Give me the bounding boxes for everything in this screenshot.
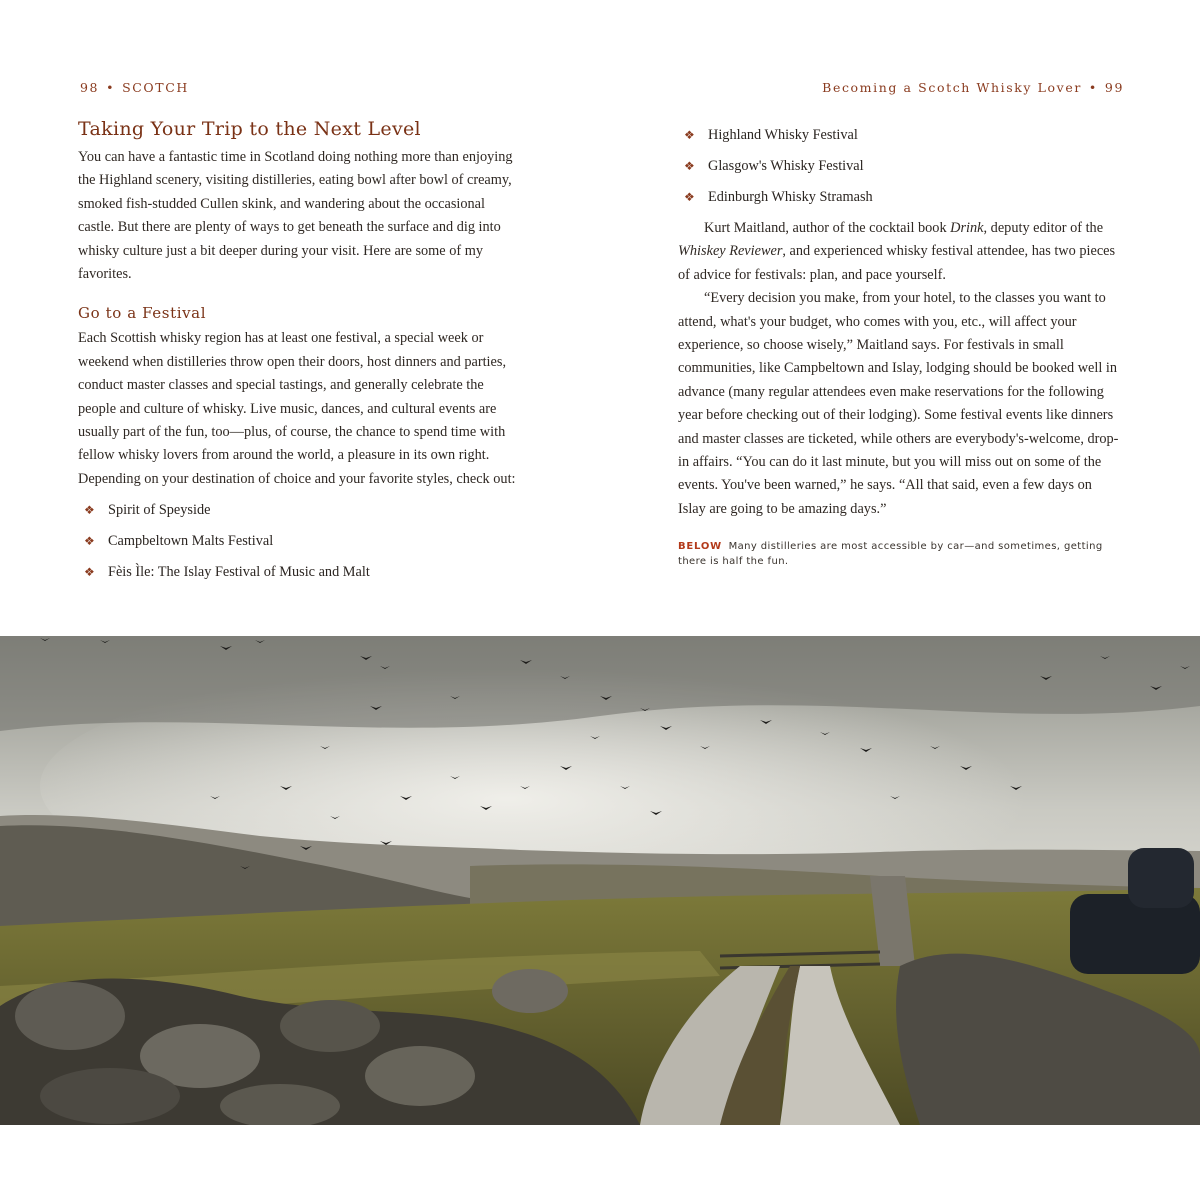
quote-paragraph: “Every decision you make, from your hotel, to the classes you want to attend, what's your budget, who comes with you, etc., will affect your experience, so choose wisely,” Maitland says. For festivals in small communities, like Campbeltown and Islay, lodging should be booked well in advance (many regular attendees even make reservations for the following year before checking out of their lodging). Some festival events like dinners and master classes are ticketed, while others are everybody's-welcome, drop-in affairs. “You can do it last minute, but you will miss out on some of the events. You've been warned,” he says. “All that said, even a few days on Islay are going to be amazing days.” <box>678 290 1119 517</box>
caption-text: Many distilleries are most accessible by car—and sometimes, getting there is half the fun. <box>678 541 1103 568</box>
festival-name: Fèis Ìle: The Islay Festival of Music and Malt <box>108 564 370 581</box>
list-item <box>678 124 1122 147</box>
rock <box>365 1046 475 1106</box>
advice-paragraph <box>678 217 1122 287</box>
list-item <box>78 530 518 553</box>
publication-title: Whiskey Reviewer <box>678 243 783 260</box>
diamond-bullet-icon: ❖ <box>684 190 695 204</box>
list-item <box>678 155 1122 178</box>
chapter-title: Becoming a Scotch Whisky Lover <box>822 80 1082 95</box>
advice-text: , deputy editor of the <box>983 220 1104 236</box>
list-item <box>78 499 518 522</box>
photo-caption <box>678 539 1122 569</box>
hay-bale-top <box>1128 848 1194 908</box>
festival-list-right <box>678 124 1122 209</box>
rock <box>492 969 568 1013</box>
separator-dot-icon: • <box>1088 80 1098 95</box>
diamond-bullet-icon: ❖ <box>684 159 695 173</box>
caption-label: BELOW <box>678 541 722 553</box>
right-page-column <box>678 124 1122 569</box>
landscape-photo <box>0 636 1200 1125</box>
festival-name: Edinburgh Whisky Stramash <box>708 189 873 205</box>
diamond-bullet-icon: ❖ <box>684 128 695 142</box>
festival-paragraph: Each Scottish whisky region has at least one festival, a special week or weekend when distilleries throw open their doors, host dinners and parties, conduct master classes and special tastings, and generally celebrate the people and culture of whisky. Live music, dances, and cultural events are usually part of the fun, too—plus, of course, the chance to spend time with fellow whisky lovers from around the world, a pleasure in its own right. Depending on your destination of choice and your favorite styles, check out: <box>78 330 516 487</box>
book-title-drink: Drink <box>950 220 984 236</box>
page-number-left: 98 <box>80 80 100 95</box>
advice-text: Kurt Maitland, author of the cocktail book <box>704 220 951 236</box>
list-item <box>78 561 518 584</box>
festival-name: Spirit of Speyside <box>108 502 211 519</box>
rock <box>15 982 125 1050</box>
festival-list-left <box>78 499 518 584</box>
list-item <box>678 186 1122 209</box>
section-title: Taking Your Trip to the Next Level <box>78 118 421 140</box>
festival-name: Campbeltown Malts Festival <box>108 533 274 550</box>
left-page-column <box>78 118 518 592</box>
book-title: SCOTCH <box>122 80 189 95</box>
running-head-right <box>822 80 1124 95</box>
advice-text: , and experienced whisky festival attendee, has two pieces of advice for festivals: plan, and pace yourself. <box>678 243 1116 283</box>
rock <box>40 1068 180 1124</box>
rock <box>280 1000 380 1052</box>
intro-paragraph: You can have a fantastic time in Scotland doing nothing more than enjoying the Highland scenery, visiting distilleries, eating bowl after bowl of creamy, smoked fish-studded Cullen skink, and wandering about the occasional castle. But there are plenty of ways to get beneath the surface and dig into whisky culture just a bit deeper during your visit. Here are some of my favorites. <box>78 149 513 283</box>
separator-dot-icon: • <box>106 80 116 95</box>
festival-name: Highland Whisky Festival <box>708 127 858 143</box>
festival-name: Glasgow's Whisky Festival <box>708 158 864 174</box>
diamond-bullet-icon: ❖ <box>84 534 95 549</box>
diamond-bullet-icon: ❖ <box>84 503 95 518</box>
running-head-left <box>80 80 189 95</box>
page-number-right: 99 <box>1104 80 1124 95</box>
landscape-illustration <box>0 636 1200 1125</box>
subsection-title: Go to a Festival <box>78 304 207 323</box>
diamond-bullet-icon: ❖ <box>84 565 95 580</box>
